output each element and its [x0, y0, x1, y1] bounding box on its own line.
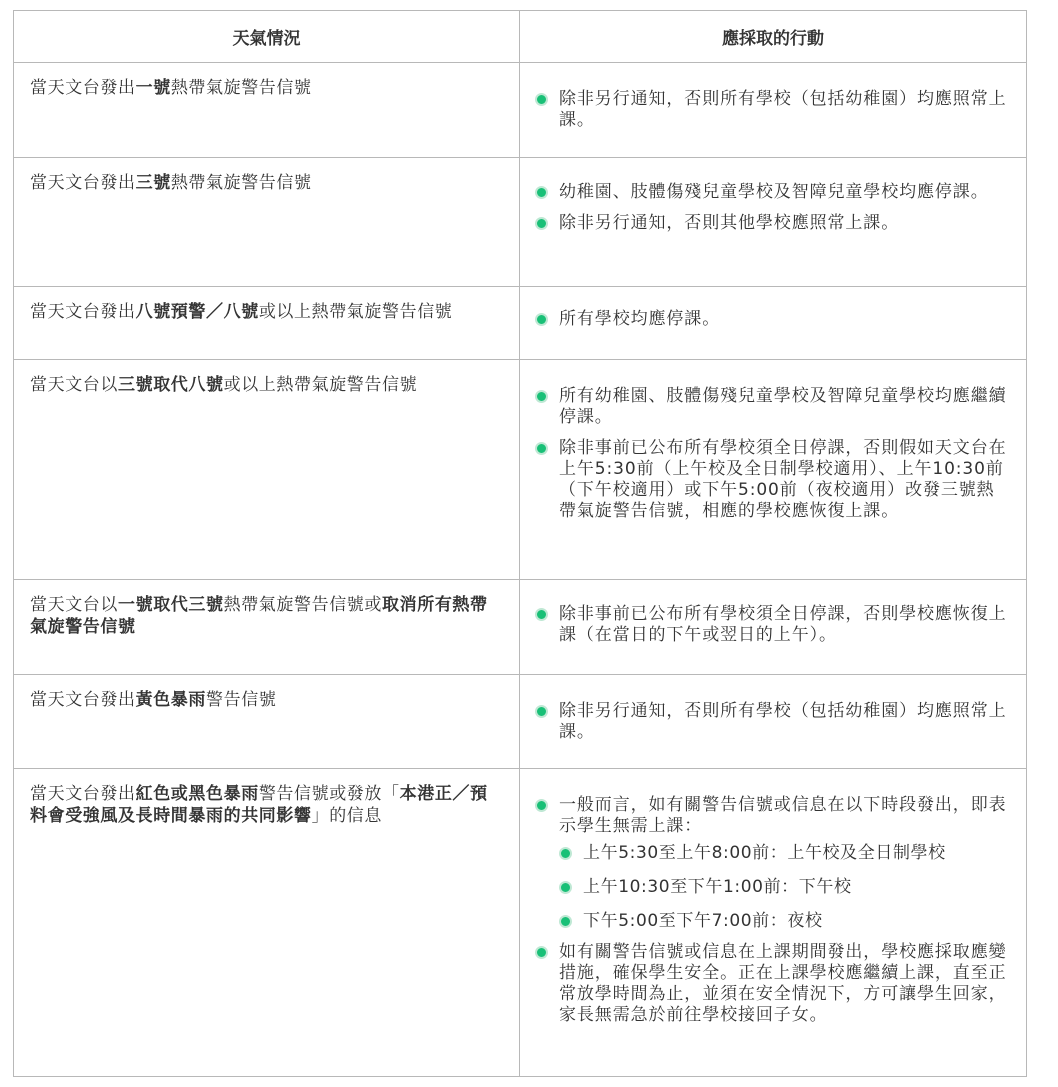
green-bullet-icon	[559, 915, 572, 928]
action-cell	[520, 63, 1027, 158]
table-row	[14, 158, 1027, 287]
action-text: 除非另行通知，否則所有學校（包括幼稚園）均應照常上課。	[559, 701, 1007, 742]
weather-condition-cell	[14, 158, 520, 287]
action-text: 所有幼稚園、肢體傷殘兒童學校及智障兒童學校均應繼續停課。	[559, 386, 1007, 427]
condition-highlight: 紅色或黑色暴雨	[135, 784, 259, 804]
green-bullet-icon	[535, 390, 548, 403]
table-row	[14, 769, 1027, 1077]
action-list	[534, 604, 1012, 646]
action-text: 除非事前已公布所有學校須全日停課，否則假如天文台在上午5:30前（上午校及全日制學校適用）、上午10:30前（下午校適用）或下午5:00前（夜校適用）改發三號熱帶氣旋警告信號，相應的學校應恢復上課。	[559, 438, 1007, 521]
green-bullet-icon	[535, 313, 548, 326]
time-slot-item	[559, 877, 1012, 898]
condition-text: 當天文台發出	[30, 784, 136, 804]
condition-text: 當天文台發出	[30, 78, 136, 98]
time-slot-list	[559, 843, 1012, 932]
action-list	[534, 795, 1012, 1026]
action-item	[534, 309, 1012, 330]
green-bullet-icon	[535, 608, 548, 621]
weather-condition-cell	[14, 287, 520, 360]
action-item	[534, 942, 1012, 1026]
action-text: 除非另行通知，否則其他學校應照常上課。	[559, 213, 900, 233]
time-slot-text: 上午5:30至上午8:00前：上午校及全日制學校	[583, 843, 946, 863]
action-list	[534, 386, 1012, 522]
weather-condition-cell	[14, 360, 520, 580]
action-text: 一般而言，如有關警告信號或信息在以下時段發出，即表示學生無需上課：	[559, 795, 1007, 836]
action-item	[534, 386, 1012, 428]
condition-highlight: 三號取代八號	[118, 375, 224, 395]
action-list	[534, 309, 1012, 330]
condition-text: 」的信息	[311, 806, 383, 826]
action-list	[534, 182, 1012, 234]
action-cell	[520, 360, 1027, 580]
condition-text: 警告信號或發放「	[258, 784, 400, 804]
green-bullet-icon	[535, 799, 548, 812]
condition-text: 當天文台以	[30, 375, 118, 395]
condition-text: 或以上熱帶氣旋警告信號	[258, 302, 453, 322]
green-bullet-icon	[535, 946, 548, 959]
weather-condition-cell	[14, 63, 520, 158]
condition-text: 或以上熱帶氣旋警告信號	[223, 375, 418, 395]
condition-highlight: 一號取代三號	[118, 595, 224, 615]
action-text: 所有學校均應停課。	[559, 309, 721, 329]
action-list	[534, 701, 1012, 743]
header-row	[14, 11, 1027, 63]
table-row	[14, 360, 1027, 580]
condition-highlight: 取消所有熱帶氣旋警告信號	[30, 595, 488, 637]
action-item	[534, 701, 1012, 743]
green-bullet-icon	[535, 93, 548, 106]
green-bullet-icon	[535, 705, 548, 718]
condition-highlight: 八號預警／八號	[135, 302, 259, 322]
weather-condition-cell	[14, 675, 520, 769]
action-item	[534, 182, 1012, 203]
table-body	[14, 63, 1027, 1077]
condition-text: 當天文台發出	[30, 302, 136, 322]
action-text: 除非事前已公布所有學校須全日停課，否則學校應恢復上課（在當日的下午或翌日的上午）。	[559, 604, 1007, 645]
green-bullet-icon	[535, 442, 548, 455]
table-row	[14, 63, 1027, 158]
action-cell	[520, 675, 1027, 769]
weather-condition-cell	[14, 769, 520, 1077]
weather-arrangement-table	[13, 10, 1027, 1077]
action-cell	[520, 769, 1027, 1077]
action-cell	[520, 287, 1027, 360]
condition-text: 當天文台以	[30, 595, 118, 615]
header-weather-condition: 天氣情況	[14, 11, 520, 63]
condition-highlight: 三號	[135, 173, 171, 193]
action-list	[534, 89, 1012, 131]
time-slot-item	[559, 911, 1012, 932]
table-row	[14, 287, 1027, 360]
action-text: 如有關警告信號或信息在上課期間發出，學校應採取應變措施，確保學生安全。正在上課學校應繼續上課，直至正常放學時間為止，並須在安全情況下，方可讓學生回家，家長無需急於前往學校接回子女。	[559, 942, 1007, 1025]
condition-highlight: 黃色暴雨	[135, 690, 207, 710]
time-slot-text: 上午10:30至下午1:00前：下午校	[583, 877, 852, 897]
green-bullet-icon	[559, 881, 572, 894]
header-action-to-take: 應採取的行動	[520, 11, 1027, 63]
action-item	[534, 213, 1012, 234]
action-item	[534, 89, 1012, 131]
green-bullet-icon	[535, 186, 548, 199]
condition-highlight: 一號	[135, 78, 171, 98]
action-text: 幼稚園、肢體傷殘兒童學校及智障兒童學校均應停課。	[559, 182, 989, 202]
action-item	[534, 795, 1012, 932]
green-bullet-icon	[559, 847, 572, 860]
table-row	[14, 580, 1027, 675]
table-row	[14, 675, 1027, 769]
time-slot-item	[559, 843, 1012, 864]
action-cell	[520, 158, 1027, 287]
action-item	[534, 604, 1012, 646]
action-text: 除非另行通知，否則所有學校（包括幼稚園）均應照常上課。	[559, 89, 1007, 130]
condition-text: 熱帶氣旋警告信號	[170, 78, 312, 98]
green-bullet-icon	[535, 217, 548, 230]
weather-condition-cell	[14, 580, 520, 675]
condition-text: 熱帶氣旋警告信號	[170, 173, 312, 193]
action-item	[534, 438, 1012, 522]
time-slot-text: 下午5:00至下午7:00前：夜校	[583, 911, 823, 931]
condition-text: 警告信號	[206, 690, 277, 710]
action-cell	[520, 580, 1027, 675]
condition-text: 熱帶氣旋警告信號或	[223, 595, 383, 615]
condition-text: 當天文台發出	[30, 690, 136, 710]
condition-text: 當天文台發出	[30, 173, 136, 193]
condition-highlight: 本港正／預料會受強風及長時間暴雨的共同影響	[30, 784, 488, 826]
